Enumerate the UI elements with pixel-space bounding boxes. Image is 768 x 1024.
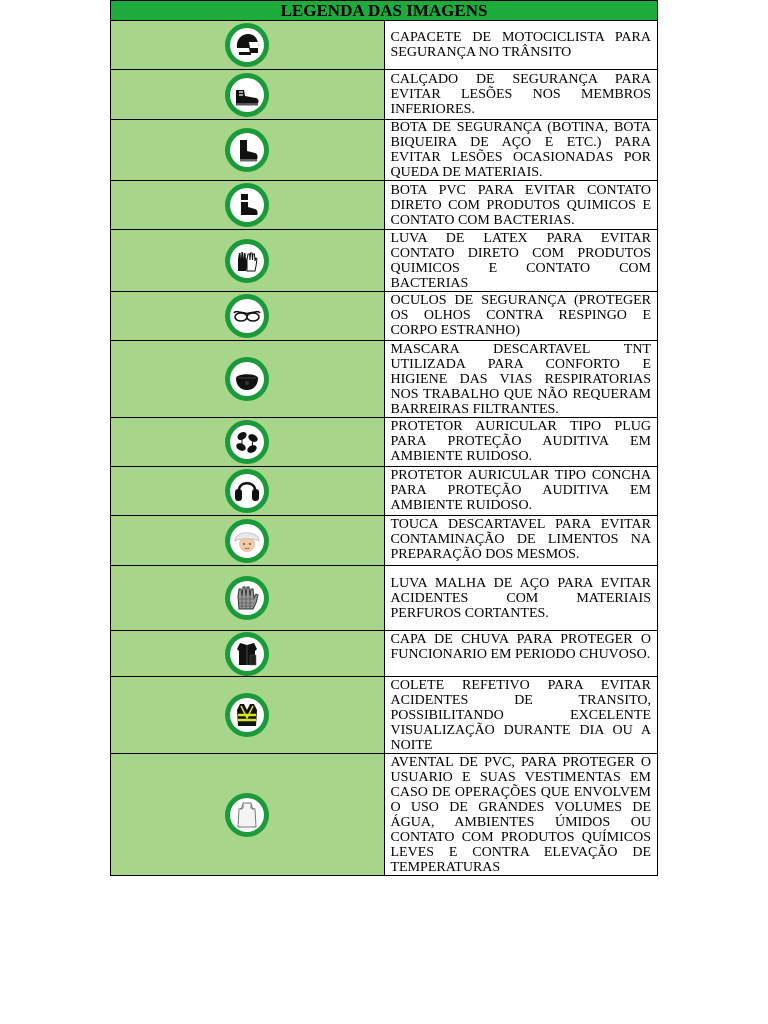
- legend-icon-cell: [111, 120, 385, 181]
- legend-description: LUVA MALHA DE AÇO PARA EVITAR ACIDENTES COM MATERIAIS PERFUROS CORTANTES.: [384, 566, 658, 631]
- legend-row: [111, 341, 658, 418]
- ear-plug-icon: [225, 420, 269, 464]
- hair-net-icon: [225, 519, 269, 563]
- legend-icon-cell: [111, 418, 385, 467]
- legend-description: PROTETOR AURICULAR TIPO CONCHA PARA PROTEÇÃO AUDITIVA EM AMBIENTE RUIDOSO.: [384, 467, 658, 516]
- legend-row: [111, 21, 658, 70]
- legend-icon-cell: [111, 516, 385, 566]
- legend-row: [111, 754, 658, 876]
- legend-icon-cell: [111, 292, 385, 341]
- legend-row: [111, 70, 658, 120]
- legend-icon-cell: [111, 631, 385, 677]
- legend-row: [111, 467, 658, 516]
- legend-icon-cell: [111, 21, 385, 70]
- legend-description: CALÇADO DE SEGURANÇA PARA EVITAR LESÕES NOS MEMBROS INFERIORES.: [384, 70, 658, 120]
- ear-muff-icon: [225, 469, 269, 513]
- pvc-apron-icon: [225, 793, 269, 837]
- legend-description: PROTETOR AURICULAR TIPO PLUG PARA PROTEÇÃO AUDITIVA EM AMBIENTE RUIDOSO.: [384, 418, 658, 467]
- legend-row: [111, 516, 658, 566]
- legend-row: [111, 677, 658, 754]
- legend-description: CAPA DE CHUVA PARA PROTEGER O FUNCIONARIO EM PERIODO CHUVOSO.: [384, 631, 658, 677]
- work-boot-icon: [225, 128, 269, 172]
- legend-description: TOUCA DESCARTAVEL PARA EVITAR CONTAMINAÇÃO DE LIMENTOS NA PREPARAÇÃO DOS MESMOS.: [384, 516, 658, 566]
- raincoat-icon: [225, 632, 269, 676]
- legend-row: [111, 631, 658, 677]
- legend-icon-cell: [111, 677, 385, 754]
- legend-description: BOTA PVC PARA EVITAR CONTATO DIRETO COM PRODUTOS QUIMICOS E CONTATO COM BACTERIAS.: [384, 181, 658, 230]
- legend-icon-cell: [111, 181, 385, 230]
- legend-description: OCULOS DE SEGURANÇA (PROTEGER OS OLHOS CONTRA RESPINGO E CORPO ESTRANHO): [384, 292, 658, 341]
- legend-row: [111, 120, 658, 181]
- disposable-mask-icon: [225, 357, 269, 401]
- legend-description: LUVA DE LATEX PARA EVITAR CONTATO DIRETO COM PRODUTOS QUIMICOS E CONTATO COM BACTERIAS: [384, 230, 658, 292]
- legend-row: [111, 230, 658, 292]
- legend-row: [111, 181, 658, 230]
- legend-icon-cell: [111, 230, 385, 292]
- legend-row: [111, 292, 658, 341]
- legend-description: COLETE REFETIVO PARA EVITAR ACIDENTES DE TRANSITO, POSSIBILITANDO EXCELENTE VISUALIZAÇÃO DURANTE DIA OU A NOITE: [384, 677, 658, 754]
- helmet-icon: [225, 23, 269, 67]
- legend-icon-cell: [111, 566, 385, 631]
- legend-title: LEGENDA DAS IMAGENS: [111, 1, 658, 21]
- legend-icon-cell: [111, 341, 385, 418]
- legend-table: [110, 0, 658, 876]
- safety-glasses-icon: [225, 294, 269, 338]
- legend-icon-cell: [111, 754, 385, 876]
- legend-row: [111, 418, 658, 467]
- legend-description: CAPACETE DE MOTOCICLISTA PARA SEGURANÇA NO TRÂNSITO: [384, 21, 658, 70]
- latex-gloves-icon: [225, 239, 269, 283]
- legend-sheet: [110, 0, 658, 876]
- legend-icon-cell: [111, 467, 385, 516]
- legend-description: BOTA DE SEGURANÇA (BOTINA, BOTA BIQUEIRA DE AÇO E ETC.) PARA EVITAR LESÕES OCASIONADAS POR QUEDA DE MATERIAIS.: [384, 120, 658, 181]
- legend-header-row: [111, 1, 658, 21]
- legend-icon-cell: [111, 70, 385, 120]
- pvc-boot-icon: [225, 183, 269, 227]
- steel-mesh-glove-icon: [225, 576, 269, 620]
- legend-description: MASCARA DESCARTAVEL TNT UTILIZADA PARA CONFORTO E HIGIENE DAS VIAS RESPIRATORIAS NOS TRABALHO QUE NÃO REQUERAM BARREIRAS FILTRANTES.: [384, 341, 658, 418]
- reflective-vest-icon: [225, 693, 269, 737]
- legend-description: AVENTAL DE PVC, PARA PROTEGER O USUARIO E SUAS VESTIMENTAS EM CASO DE OPERAÇÕES QUE ENVOLVEM O USO DE GRANDES VOLUMES DE ÁGUA, AMBIENTES ÚMIDOS OU CONTATO COM PRODUTOS QUÍMICOS LEVES E CONTRA ELEVAÇÃO DE TEMPERATURAS: [384, 754, 658, 876]
- legend-row: [111, 566, 658, 631]
- safety-shoe-icon: [225, 73, 269, 117]
